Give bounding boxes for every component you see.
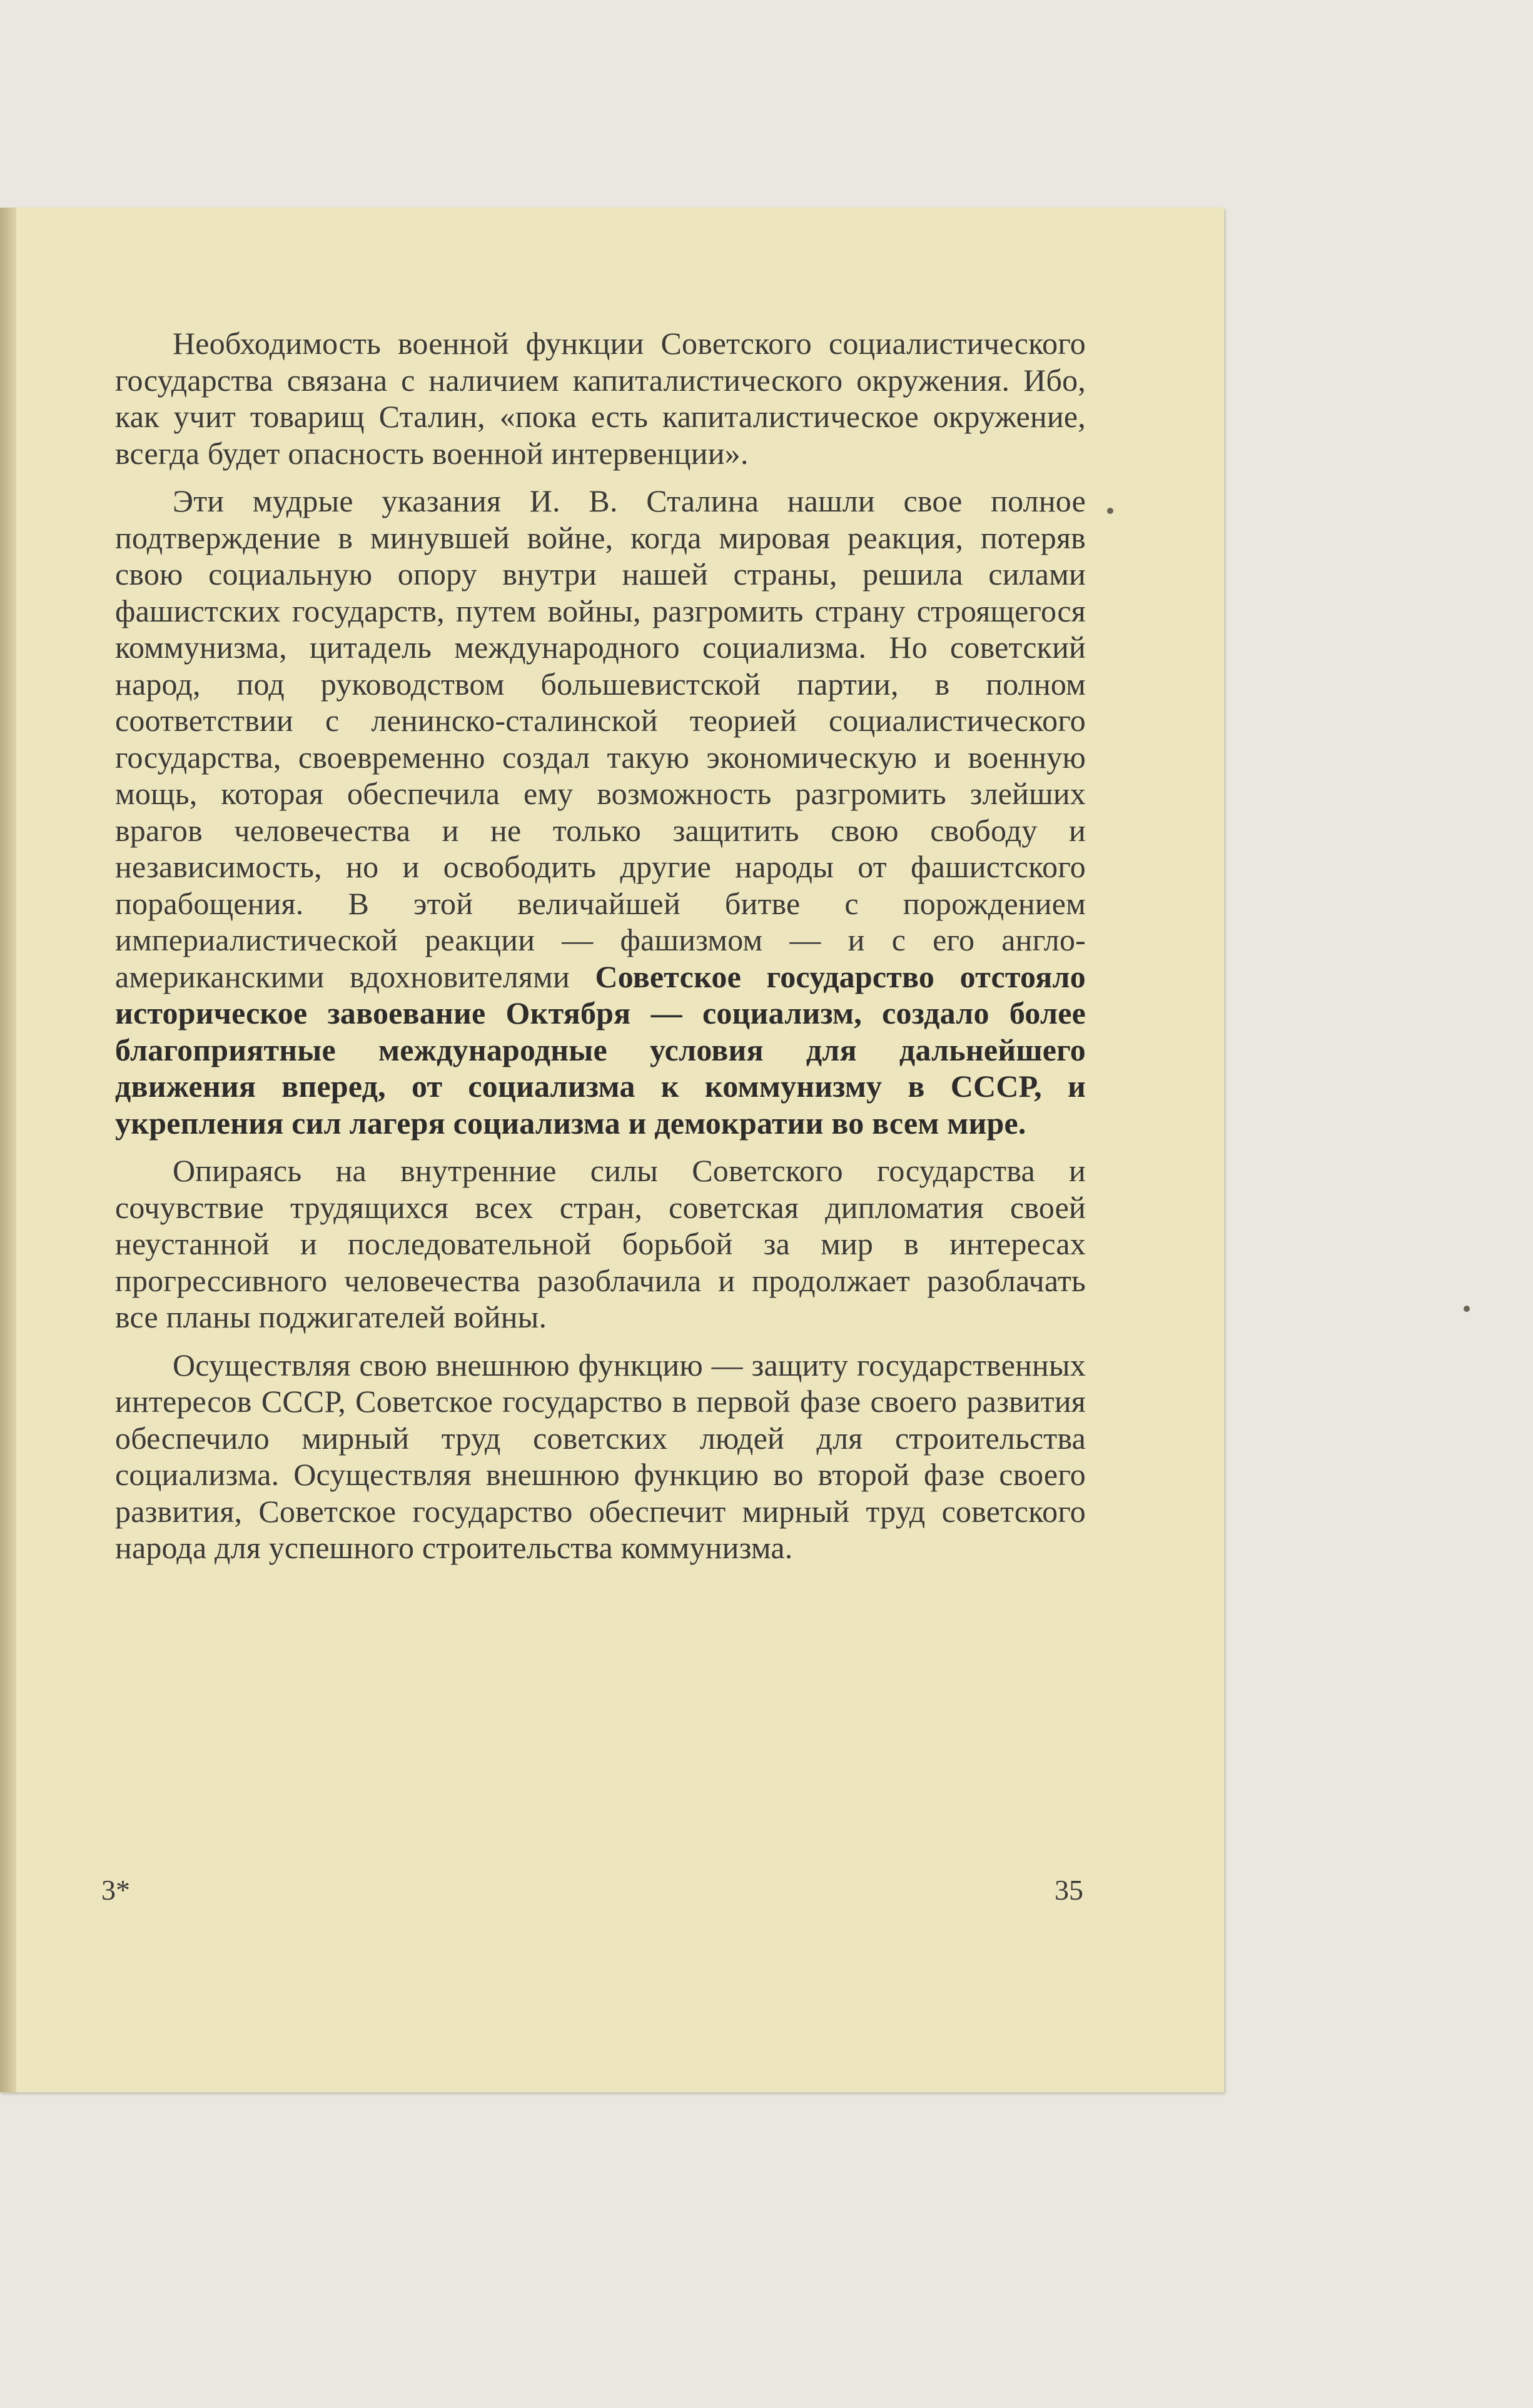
speck-mark (1107, 508, 1113, 514)
speck-mark (1464, 1306, 1470, 1312)
paragraph-2-bold: Советское государство отстояло историческое завоевание Октября — социализм, создало более благоприятные международные условия для дальнейшего движения вперед, от социализма к коммунизму в СССР, и укрепления сил лагеря социализма и демократии во всем мире. (115, 959, 1086, 1141)
page-text (115, 325, 1086, 1578)
paragraph-4: Осуществляя свою внешнюю функцию — защиту государственных интересов СССР, Советское государство в первой фазе своего развития обеспечило мирный труд советских людей для строительства социализма. Осуществляя внешнюю функцию во второй фазе своего развития, Советское государство обеспечит мирный труд советского народа для успешного строительства коммунизма. (115, 1347, 1086, 1565)
page-edge-shadow (0, 208, 16, 2092)
paragraph-2-regular: Эти мудрые указания И. В. Сталина нашли свое полное подтверждение в минувшей войне, когда мировая реакция, потеряв свою социальную опору внутри нашей страны, решила силами фашистских государств, путем войны, разгромить страну строящегося коммунизма, цитадель международного социализма. Но советский народ, под руководством большевистской партии, в полном соответствии с ленинско-сталинской теорией социалистического государства, своевременно создал такую экономическую и военную мощь, которая обеспечила ему возможность разгромить злейших врагов человечества и не только защитить свою свободу и независимость, но и освободить другие народы от фашистского порабощения. В этой величайшей битве с порождением империалистической реакции — фашизмом — и с его англо-американскими вдохновителями (115, 483, 1086, 994)
page-number: 35 (1055, 1874, 1083, 1906)
signature-mark: 3* (101, 1874, 130, 1906)
paragraph-1: Необходимость военной функции Советского социалистического государства связана с наличием капиталистического окружения. Ибо, как учит товарищ Сталин, «пока есть капиталистическое окружение, всегда будет опасность военной интервенции». (115, 326, 1086, 471)
paragraph-2 (115, 483, 1086, 1141)
paragraph-3: Опираясь на внутренние силы Советского государства и сочувствие трудящихся всех стран, советская дипломатия своей неустанной и последовательной борьбой за мир в интересах прогрессивного человечества разоблачила и продолжает разоблачать все планы поджигателей войны. (115, 1153, 1086, 1334)
